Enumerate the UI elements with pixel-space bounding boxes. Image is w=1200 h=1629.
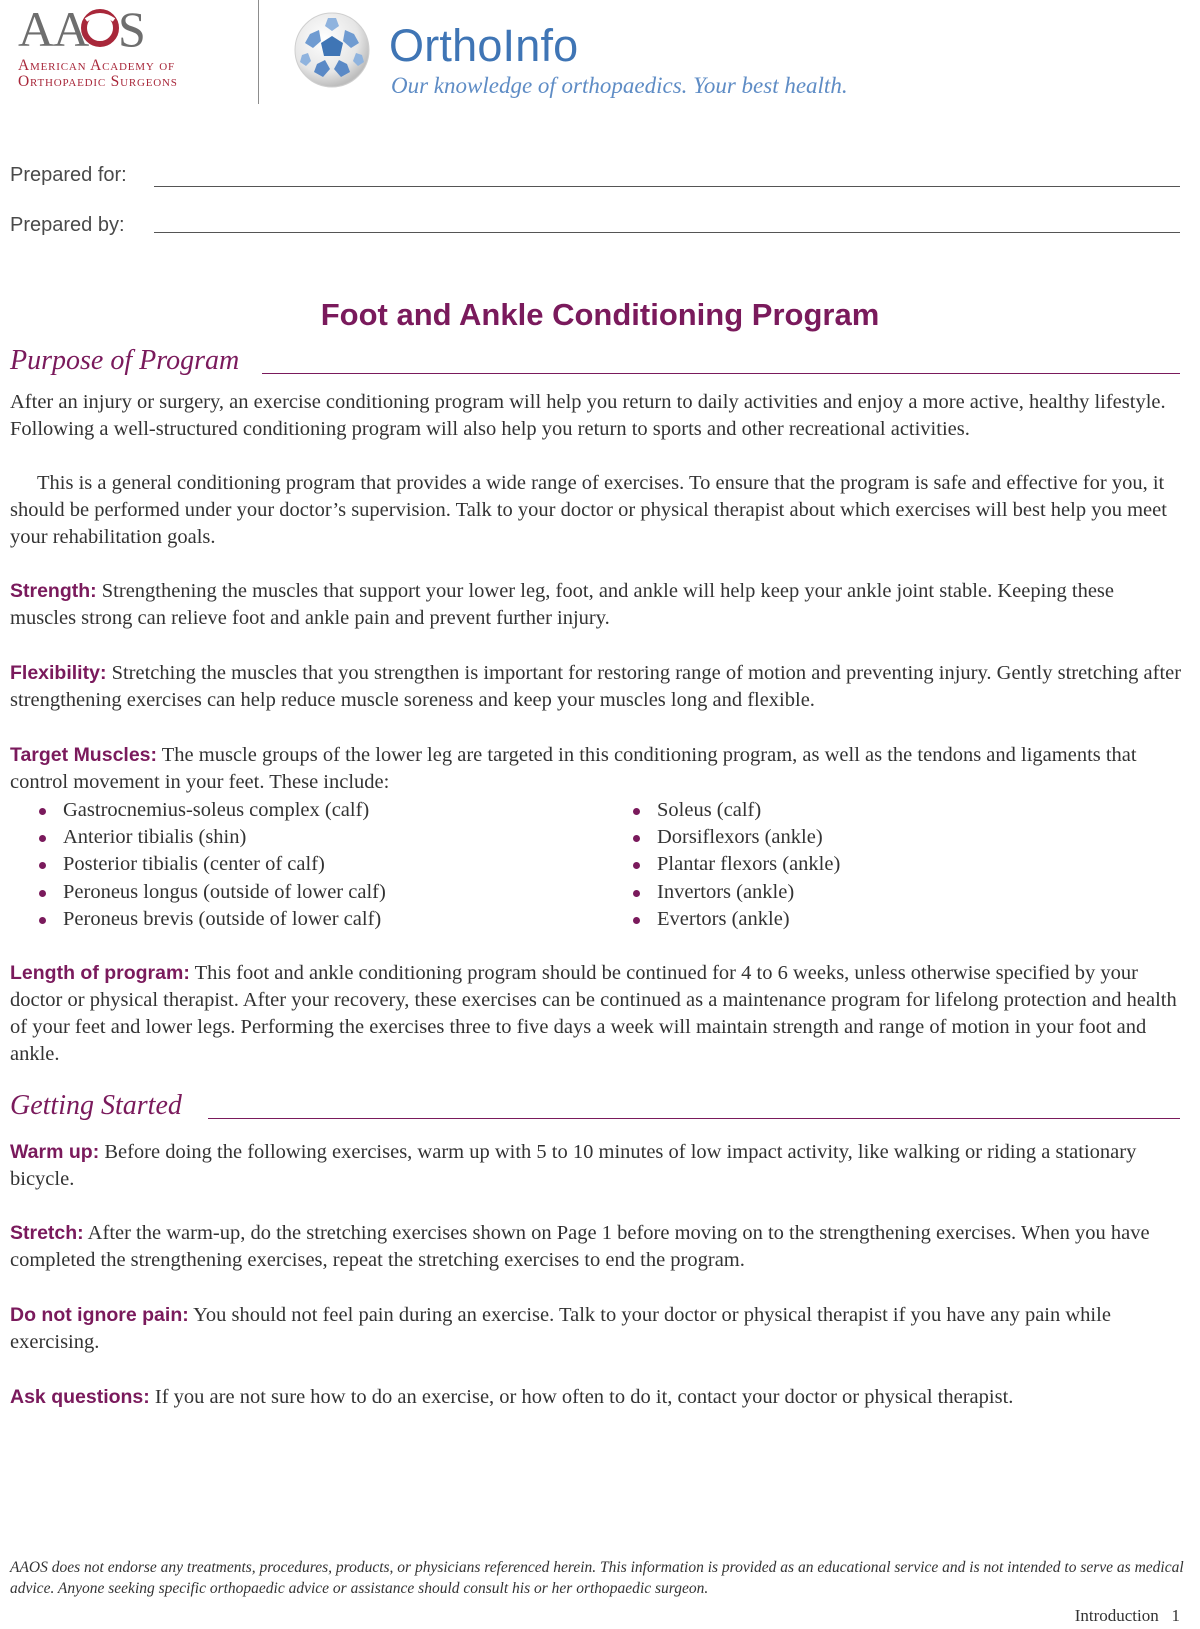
pain-paragraph xyxy=(10,1302,1185,1356)
target-muscles-text: The muscle groups of the lower leg are targeted in this conditioning program, as well as the tendons and ligaments that control movement in your feet. These include: xyxy=(10,744,1137,793)
bullet-icon xyxy=(39,890,46,897)
list-item: Peroneus longus (outside of lower calf) xyxy=(37,879,386,906)
flexibility-paragraph xyxy=(10,660,1185,714)
length-paragraph xyxy=(10,960,1185,1068)
list-item: Gastrocnemius-soleus complex (calf) xyxy=(37,797,386,824)
aaos-logo xyxy=(18,4,228,90)
length-label: Length of program: xyxy=(10,962,190,984)
bullet-icon xyxy=(633,808,640,815)
list-item: Plantar flexors (ankle) xyxy=(631,851,840,878)
orthoinfo-title: OrthoInfo xyxy=(389,20,579,71)
list-item: Peroneus brevis (outside of lower calf) xyxy=(37,906,386,933)
bullet-icon xyxy=(633,862,640,869)
aaos-name-line2: Orthopaedic Surgeons xyxy=(18,73,178,90)
purpose-paragraph-1: After an injury or surgery, an exercise conditioning program will help you return to daily activities and enjoy a more active, healthy lifestyle. Following a well-structured conditioning program will also help you return to sports and other recreational activities. xyxy=(10,391,1166,440)
prepared-by-field[interactable] xyxy=(154,232,1180,233)
flexibility-label: Flexibility: xyxy=(10,662,107,684)
prepared-by-label: Prepared by: xyxy=(10,214,125,236)
questions-paragraph xyxy=(10,1384,1185,1411)
target-muscles-paragraph xyxy=(10,742,1185,796)
bullet-icon xyxy=(39,808,46,815)
getting-started-heading: Getting Started xyxy=(10,1090,182,1121)
list-item: Anterior tibialis (shin) xyxy=(37,824,386,851)
muscles-list-left xyxy=(37,797,386,933)
list-item: Evertors (ankle) xyxy=(631,906,840,933)
prepared-for-label: Prepared for: xyxy=(10,164,127,186)
aaos-name-line1: American Academy of xyxy=(18,57,175,74)
svg-text:AA: AA xyxy=(18,4,89,56)
muscles-list-right xyxy=(631,797,840,933)
purpose-paragraph-2: This is a general conditioning program that provides a wide range of exercises. To ensure that the program is safe and effective for you, it should be performed under your doctor’s supervision. Talk to your doctor or physical therapist about which exercises will best help you meet your rehabilitation goals. xyxy=(10,472,1167,548)
pain-label: Do not ignore pain: xyxy=(10,1304,189,1326)
pain-text: You should not feel pain during an exercise. Talk to your doctor or physical therapist if you have any pain while exercising. xyxy=(10,1304,1111,1353)
warmup-text: Before doing the following exercises, warm up with 5 to 10 minutes of low impact activity, like walking or riding a stationary bicycle. xyxy=(10,1141,1137,1190)
header-divider xyxy=(258,0,259,104)
prepared-for-field[interactable] xyxy=(154,186,1180,187)
getting-started-heading-rule xyxy=(208,1118,1180,1119)
page-header xyxy=(0,0,1200,110)
purpose-heading: Purpose of Program xyxy=(10,345,240,376)
purpose-heading-rule xyxy=(262,373,1180,374)
aaos-name xyxy=(18,58,228,90)
target-muscles-label: Target Muscles: xyxy=(10,744,158,766)
bullet-icon xyxy=(633,917,640,924)
page-number: Introduction 1 xyxy=(1074,1606,1180,1625)
bullet-icon xyxy=(39,917,46,924)
strength-text: Strengthening the muscles that support your lower leg, foot, and ankle will help keep your ankle joint stable. Keeping these muscles strong can relieve foot and ankle pain and prevent further injury. xyxy=(10,580,1115,629)
flexibility-text: Stretching the muscles that you strengthen is important for restoring range of motion and preventing injury. Gently stretching after strengthening exercises can help reduce muscle soreness and keep your muscles long and flexible. xyxy=(10,662,1182,711)
page-title: Foot and Ankle Conditioning Program xyxy=(320,297,880,332)
bullet-icon xyxy=(633,835,640,842)
length-text: This foot and ankle conditioning program should be continued for 4 to 6 weeks, unless otherwise specified by your doctor or physical therapist. After your recovery, these exercises can be continued as a maintenance program for lifelong protection and health of your feet and lower legs. Performing the exercises three to five days a week will maintain strength and range of motion in your foot and ankle. xyxy=(10,962,1177,1065)
list-item: Dorsiflexors (ankle) xyxy=(631,824,840,851)
aaos-wordmark-icon xyxy=(18,4,168,56)
list-item: Soleus (calf) xyxy=(631,797,840,824)
stretch-label: Stretch: xyxy=(10,1222,84,1244)
aaos-logo-wordmark xyxy=(18,4,228,56)
warmup-paragraph xyxy=(10,1139,1185,1193)
strength-paragraph xyxy=(10,578,1185,632)
strength-label: Strength: xyxy=(10,580,97,602)
orthoinfo-tagline: Our knowledge of orthopaedics. Your best health. xyxy=(391,73,848,98)
bullet-icon xyxy=(39,835,46,842)
stretch-text: After the warm-up, do the stretching exercises shown on Page 1 before moving on to the strengthening exercises. When you have completed the strengthening exercises, repeat the stretching exercises to end the program. xyxy=(10,1222,1150,1271)
disclaimer: AAOS does not endorse any treatments, procedures, products, or physicians referenced herein. This information is provided as an educational service and is not intended to serve as medical advice. Anyone seeking specific orthopaedic advice or assistance should consult his or her orthopaedic surgeon. xyxy=(10,1559,1184,1597)
list-item: Invertors (ankle) xyxy=(631,879,840,906)
questions-text: If you are not sure how to do an exercise, or how often to do it, contact your doctor or physical therapist. xyxy=(149,1386,1014,1408)
svg-text:S: S xyxy=(118,4,145,56)
warmup-label: Warm up: xyxy=(10,1141,100,1163)
bullet-icon xyxy=(39,862,46,869)
bullet-icon xyxy=(633,890,640,897)
stretch-paragraph xyxy=(10,1220,1185,1274)
questions-label: Ask questions: xyxy=(10,1386,150,1408)
list-item: Posterior tibialis (center of calf) xyxy=(37,851,386,878)
orthoinfo-ball-icon xyxy=(290,8,374,92)
